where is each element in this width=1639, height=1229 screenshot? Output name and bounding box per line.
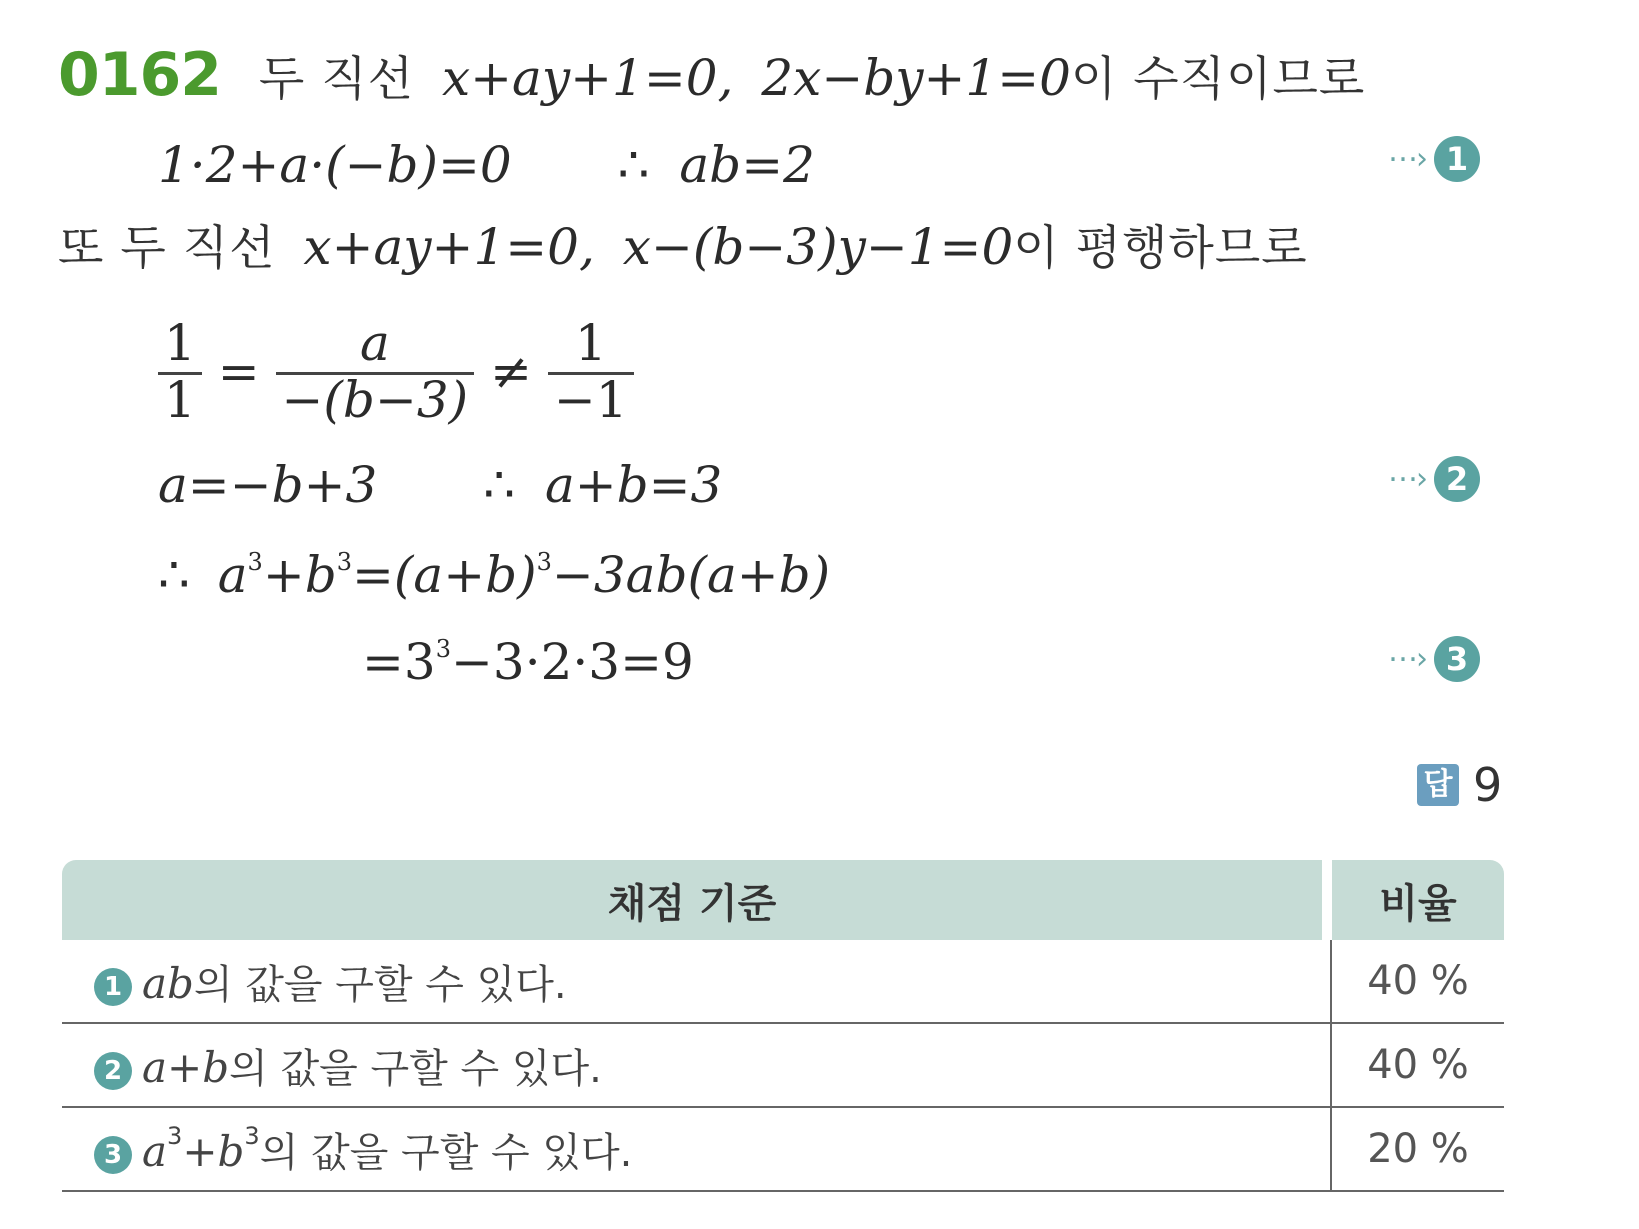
problem-line-6: ∴ $a^3+b^3=(a+b)^3-3ab(a+b)$ [158,546,831,604]
step-1-badge: 1 [1434,136,1480,182]
problem-number: 0162 [58,40,221,110]
equation: x−(b−3)y−1=0 [622,218,1014,276]
table-row [62,940,1504,1024]
fraction: $\frac{a}{-(b-3)}$ [276,318,475,425]
problem-line-4-fractions: $\frac{1}{1}$ = $\frac{a}{-(b-3)}$ ≠ $\frac{1}{-1}$ [158,318,634,425]
table-header-row [62,860,1504,940]
rate-cell: 20 % [1332,1108,1504,1192]
answer-value: 9 [1473,758,1503,812]
step-1-badge: 1 [94,968,132,1006]
criteria-cell: 1 ab의 값을 구할 수 있다. [62,940,1332,1024]
equation: x+ay+1=0, [441,49,734,107]
step-marker-2: ⋯› 2 [1388,456,1480,502]
problem-line-5: a=−b+3 ∴ a+b=3 [158,456,723,514]
step-marker-1: ⋯› 1 [1388,136,1480,182]
fraction: $\frac{1}{-1}$ [548,318,634,425]
header-rate: 비율 [1332,860,1504,940]
problem-line-1: 0162 두 직선 x+ay+1=0, 2x−by+1=0이 수직이므로 [58,40,1366,110]
step-marker-3: ⋯› 3 [1388,636,1480,682]
equation: x+ay+1=0, [303,218,595,276]
table-row [62,1108,1504,1192]
table-row [62,1024,1504,1108]
answer [1417,758,1502,812]
equation: 2x−by+1=0 [761,49,1071,107]
fraction: $\frac{1}{1}$ [158,318,202,425]
answer-label-icon: 답 [1417,764,1459,806]
criteria-cell: 3 $a^3+b^3$의 값을 구할 수 있다. [62,1108,1332,1192]
criteria-cell: 2 a+b의 값을 구할 수 있다. [62,1024,1332,1108]
step-2-badge: 2 [94,1052,132,1090]
problem-line-7: $=3^3-3\cdot 2\cdot 3=9$ [362,633,694,691]
step-3-badge: 3 [94,1136,132,1174]
header-criteria: 채점 기준 [62,860,1332,940]
step-3-badge: 3 [1434,636,1480,682]
rate-cell: 40 % [1332,940,1504,1024]
problem-line-3: 또 두 직선 x+ay+1=0, x−(b−3)y−1=0이 평행하므로 [58,218,1308,276]
step-2-badge: 2 [1434,456,1480,502]
problem-line-2: 1·2+a·(−b)=0 ∴ ab=2 [158,136,815,194]
grading-criteria-table [62,860,1504,1192]
rate-cell: 40 % [1332,1024,1504,1108]
